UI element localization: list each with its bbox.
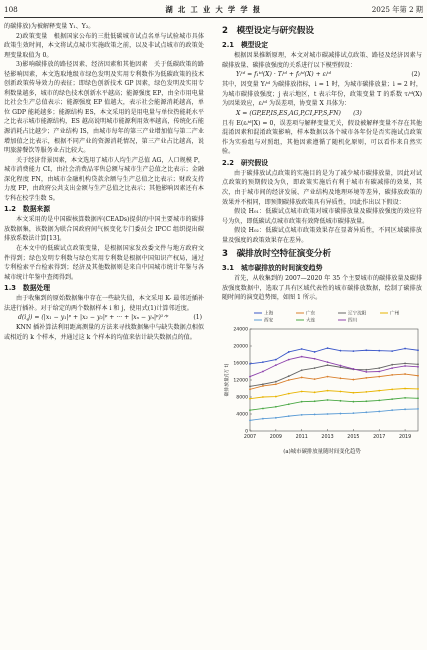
data-point (301, 391, 303, 393)
y-tick-label: 20000 (233, 344, 248, 350)
data-point (288, 393, 290, 395)
paragraph: 的碳排放)为被解释变量 Y₁、Y₂。 (4, 23, 95, 30)
data-point (262, 418, 264, 420)
y-axis-label: 碳排放量/(万 t) (225, 363, 230, 397)
equation-formula: Yᵢᵗᵈ = f₁ᵗᵈ(X) · Tᵢᵗᵈ + f₀ᵗᵈ(X) + εᵢᵗᵈ (236, 71, 332, 79)
paragraph: 其中，因变量 Yᵢᵗᵈ 为碳排放指标，i = 1 时，为城市碳排放量；i = 2 时，为城市碳排放强度；j 表示地区，t 表示年份，政策变量 T 的系数 τᵢᵗᵈ(X) 为因果效应，εᵢᵗᵈ 为误差项，协变量 X 具体为： (222, 81, 422, 108)
data-point (301, 401, 303, 403)
data-point (262, 361, 264, 363)
data-point (378, 399, 380, 401)
paragraph: 根据因果推断原理，本文对城市碳减排试点政策、路径及经济因素与碳排放量、碳排放强度的关系进行以下模型假设： (222, 52, 422, 69)
data-point (314, 367, 316, 369)
data-point (352, 368, 354, 370)
data-point (314, 378, 316, 380)
data-point (288, 375, 290, 377)
legend-label: 四川 (348, 318, 358, 324)
data-point (327, 347, 329, 349)
x-tick-label: 2015 (347, 434, 360, 440)
page-number: 108 (4, 5, 18, 14)
data-point (249, 419, 251, 421)
data-point (249, 376, 251, 378)
data-point (249, 385, 251, 387)
data-point (352, 392, 354, 394)
data-point (365, 371, 367, 373)
data-point (288, 359, 290, 361)
data-point (352, 379, 354, 381)
paragraph: 由于碳排放试点政策的实施目的是为了减少城市碳排放量，因此对试点政策的预期假设为负，即政策实施后有利于城市有碳减排的效果，其次，由于城市间的经济发展、产业结构及地理环境等差异，碳排放政策的效果并不相同，即预期碳排放政策具有异质性，因此作出以下假设： (222, 169, 422, 206)
data-point (301, 348, 303, 350)
legend-label: 广东 (306, 311, 316, 317)
x-tick-label: 2019 (398, 434, 412, 440)
data-point (378, 376, 380, 378)
data-point (327, 376, 329, 378)
data-point (417, 366, 419, 368)
data-point (340, 365, 342, 367)
x-tick-label: 2007 (243, 434, 257, 440)
y-tick-label: 16000 (233, 361, 248, 367)
data-point (365, 369, 367, 371)
equation: X = (GP,EP,IS,ES,AG,P,CI,FP,S,FN) (3) (236, 109, 362, 117)
right-column (222, 22, 422, 456)
data-point (404, 397, 406, 399)
emission-line-chart (222, 307, 422, 447)
data-point (288, 379, 290, 381)
data-point (378, 390, 380, 392)
subsection-heading: 2.2 研究假设 (222, 158, 269, 167)
data-point (275, 396, 277, 398)
equation-formula: d(i,j) = (|x₁ − y₁|ᵖ + |x₂ − y₂|ᵖ + ··· + |xₙ − yₙ|ᵖ)¹ᐟᵖ (18, 314, 169, 322)
data-point (378, 367, 380, 369)
journal-name: 湖 北 工 业 大 学 学 报 (165, 5, 262, 14)
issue-label: 2025 年第 2 期 (371, 5, 423, 14)
data-point (262, 383, 264, 385)
data-point (340, 400, 342, 402)
legend-label: 大连 (306, 318, 316, 324)
data-point (275, 383, 277, 385)
y-tick-label: 8000 (236, 395, 248, 401)
equation-number: (1) (193, 314, 202, 322)
data-point (249, 388, 251, 390)
data-point (391, 398, 393, 400)
data-point (275, 406, 277, 408)
y-tick-label: 24000 (233, 327, 248, 333)
data-point (262, 396, 264, 398)
data-point (417, 388, 419, 390)
equation (4, 313, 204, 323)
data-point (365, 349, 367, 351)
data-point (301, 414, 303, 416)
data-point (327, 413, 329, 415)
figure-caption: (a)城市碳排放量随时间变化趋势 (283, 448, 361, 455)
data-point (275, 364, 277, 366)
data-point (327, 399, 329, 401)
data-point (417, 397, 419, 399)
data-point (275, 417, 277, 419)
data-point (378, 350, 380, 352)
paragraph: 在本文中的低碳试点政策变量，是根据国家发改委文件与地方政府文件得到；绿色发明专利数与绿色实用专利数是根据中国知识产权局，通过专利检索平台检索得到；经济及其他数据则是来自中国城市统计年鉴与各城市统计年鉴中查阅得到。 (4, 245, 204, 281)
data-point (340, 413, 342, 415)
legend-label: 辽宁沈阳 (348, 311, 367, 317)
data-point (262, 371, 264, 373)
equation-number: (2) (411, 71, 420, 79)
data-point (340, 377, 342, 379)
section-heading: 3 碳排放时空特征演变分析 (222, 249, 332, 260)
legend-label: 广州 (390, 311, 400, 317)
data-point (391, 367, 393, 369)
data-point (417, 375, 419, 377)
data-point (314, 413, 316, 415)
subsection-heading: 1.3 数据处理 (4, 284, 51, 293)
data-point (391, 364, 393, 366)
data-point (378, 410, 380, 412)
data-point (417, 408, 419, 410)
data-point (288, 415, 290, 417)
data-point (314, 351, 316, 353)
y-tick-label: 12000 (233, 378, 248, 384)
y-tick-label: 0 (245, 429, 248, 435)
data-point (288, 403, 290, 405)
paragraph: 关于经济背景因素，本文选用了城市人均生产总值 AG，人口规模 P，城市消费能力 CI，由社会消费品零售总额与城市生产总值之比表示；金融深化程度 FN，由城市金融机构贷款余额与生产总值之比表示；财政支持力度 FP，由政府公共支出金额与生产总值之比表示；其他影响因素还有本专科在校学生数 S。 (4, 156, 204, 202)
x-tick-label: 2017 (373, 434, 386, 440)
data-point (365, 391, 367, 393)
paragraph: 假设 H₀₁：低碳试点城市政策对城市碳排放量及碳排放强度的效应符号为负，即低碳试点城市政策有效降低城市碳排放量。 (222, 208, 422, 225)
plot-frame (250, 329, 418, 431)
data-point (340, 391, 342, 393)
paragraph: KNN 插补算法利用距离测量的方法来寻找数据集中与缺失数据点相似或相近的 k 个样本，并通过这 k 个样本的均值来估计缺失数据点的值。 (4, 324, 204, 341)
legend-label: 西安 (264, 318, 274, 324)
data-point (288, 351, 290, 353)
subsection-heading: 3.1 城市碳排放的时间演变趋势 (222, 264, 323, 273)
data-point (417, 349, 419, 351)
data-point (340, 366, 342, 368)
data-point (352, 401, 354, 403)
paragraph: 本文采用的是中国碳核算数据库(CEADs)提供的中国主要城市的碳排放数据集，该数据为联合国政府间气候变化专门委员会 IPCC 组织提出碳排放系数法计算[13]。 (4, 216, 204, 243)
paragraph: 假设 H₀₂：低碳试点城市政策效果存在显著异质性，不同区域碳排放量及强度的政策效果存在差异。 (222, 227, 422, 244)
data-point (340, 350, 342, 352)
data-point (249, 409, 251, 411)
data-point (391, 350, 393, 352)
data-point (262, 385, 264, 387)
data-point (391, 374, 393, 376)
running-header (4, 3, 423, 18)
paragraph: 2)政策变量 根据国家公布的三批低碳城市试点名单与试验城市具体政策生效时间，本文将试点城市实施政策之前，以及非试点城市的政策处理变量取值为 0。 (4, 32, 204, 59)
data-point (391, 388, 393, 390)
data-point (404, 348, 406, 350)
data-point (249, 363, 251, 365)
legend-label: 上海 (264, 311, 274, 317)
data-point (404, 388, 406, 390)
data-point (327, 364, 329, 366)
subsection-heading: 1.2 数据来源 (4, 205, 51, 214)
x-tick-label: 2011 (295, 434, 308, 440)
subsection-heading: 2.1 模型设定 (222, 41, 269, 49)
data-point (314, 400, 316, 402)
left-column (4, 22, 204, 342)
data-point (275, 359, 277, 361)
data-point (404, 365, 406, 367)
x-tick-label: 2009 (269, 434, 282, 440)
data-point (352, 412, 354, 414)
data-point (404, 373, 406, 375)
equation (222, 70, 422, 80)
data-point (301, 369, 303, 371)
y-tick-label: 4000 (236, 412, 248, 418)
data-point (365, 400, 367, 402)
data-point (378, 371, 380, 373)
x-tick-label: 2013 (321, 434, 334, 440)
right-column-text (222, 26, 422, 303)
data-point (327, 361, 329, 363)
data-point (391, 409, 393, 411)
figure-1a (222, 307, 422, 456)
data-point (249, 398, 251, 400)
paragraph: 且有 E(εᵢᵗᵈ|X) = 0，误差项与解释变量无关，假设被解释变量不存在其他混淆因素和混淆政策影响，样本数据以各个城市各年份是否实施试点政策作为实验组与对照组，其他因素遵循了随机化原则，可以看作来自然实验。 (222, 119, 422, 156)
data-point (314, 358, 316, 360)
data-point (417, 363, 419, 365)
data-point (262, 408, 264, 410)
data-point (275, 381, 277, 383)
data-point (404, 408, 406, 410)
data-point (365, 377, 367, 379)
paragraph: 由于收集到的原始数据集中存在一些缺失值，本文采用 K- 最邻近插补法进行插补。对于给定的两个数据样本 i 和 j，使用式(1)计算邻近度。 (4, 295, 204, 312)
data-point (301, 356, 303, 358)
paragraph: 首先，从收集到的 2007—2020 年 35 个主要城市的碳排放量及碳排放强度数据中，选取了具有区域代表性的城市碳排放数据，绘制了碳排放随时间的演变趋势图，如图 1 所示。 (222, 275, 422, 302)
data-point (404, 362, 406, 364)
data-point (314, 391, 316, 393)
paragraph: 3)影响碳排放的路径因素、经济因素和其他因素 关于低碳政策的路径影响因素，本文选取地级市绿色发明及实用专利数作为低碳政策的技术创新政策传导效力的表征；即绿色创新技术 GP 因素，绿色发明及实用专利数量越多，城市的绿色技术创新水平越高；能源强度 EP，由全市用电量比社会生产总值表示；能源强度 EP 值越大，表示社会能源消耗越高，单位 GDP 能耗越多；能源结构 ES，本文采用的是用电量与单位热能耗水平之比表示城市能源结构，ES 越高说明城市能源利用效率越高，传统化石能源消耗占比越少；产业结构 IS，由城市每年的第三产业增加值与第二产业增加值之比表示，根据不同产业的资源消耗情况，第三产业占比越高，说明旅游餐饮等服务业占比较大。 (4, 61, 204, 155)
data-point (365, 411, 367, 413)
section-heading: 2 模型设定与研究假设 (222, 26, 314, 36)
data-point (301, 376, 303, 378)
data-point (352, 350, 354, 352)
data-point (327, 390, 329, 392)
